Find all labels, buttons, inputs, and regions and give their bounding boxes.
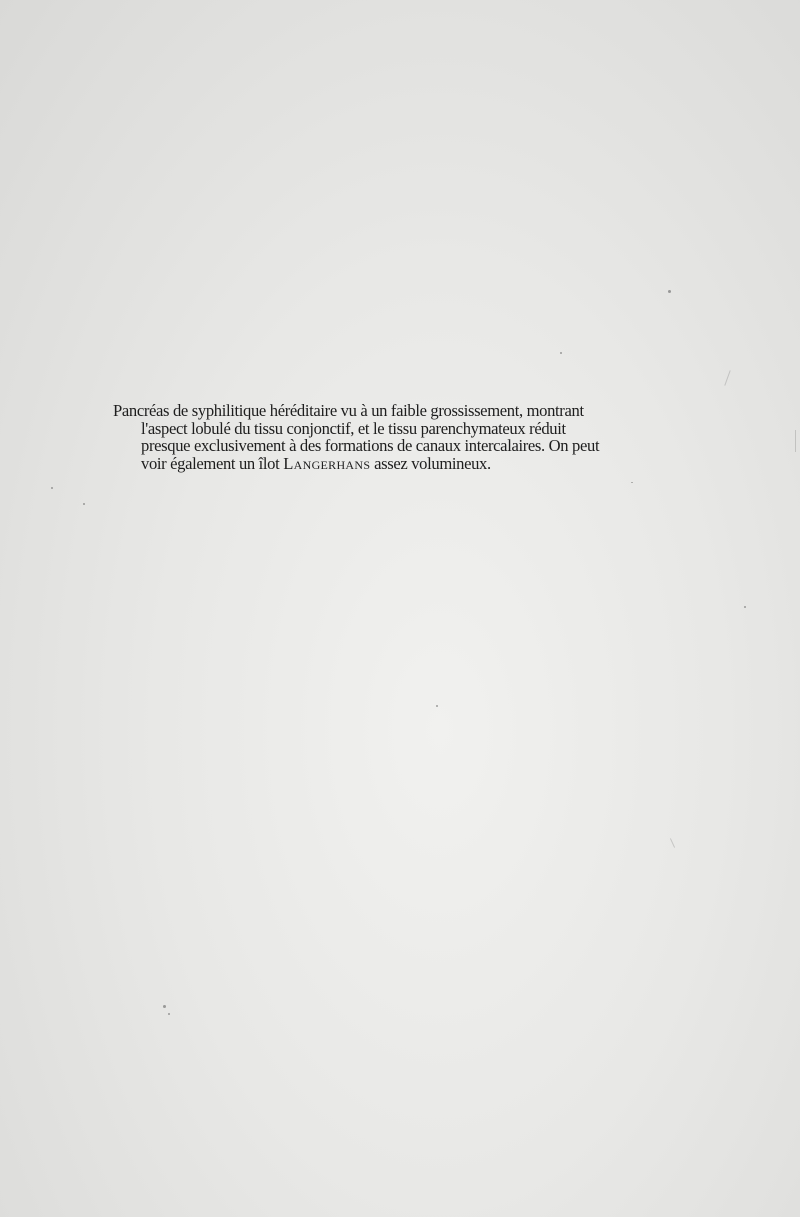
caption-word: syphilitique [191, 401, 266, 420]
caption-word: On [548, 436, 569, 455]
caption-word: à [360, 401, 368, 420]
caption-proper-name: Langerhans [283, 453, 371, 473]
caption-word: des [299, 436, 321, 455]
caption-word: vu [340, 401, 357, 420]
paper-speck [168, 1013, 170, 1015]
caption-word: héréditaire [269, 401, 337, 420]
caption-line-4 [113, 455, 666, 473]
caption-word: l'aspect [141, 418, 188, 438]
caption-word: Pancréas [113, 401, 170, 420]
paper-speck [436, 705, 438, 707]
caption-word: et [357, 418, 370, 438]
caption-text: assez volumineux. [374, 453, 491, 473]
caption-word: grossissement, [430, 401, 523, 420]
caption-line-1 [113, 402, 666, 420]
caption-word: de [397, 436, 412, 455]
caption-word: lobulé [191, 418, 231, 438]
caption-word: conjonctif, [286, 418, 355, 438]
caption-word: montrant [526, 401, 584, 420]
caption-line-3 [113, 437, 666, 455]
caption-word: à [289, 436, 297, 455]
caption-word: formations [324, 436, 394, 455]
paper-fiber [670, 838, 675, 847]
caption-word: le [372, 418, 385, 438]
paper-speck [668, 290, 671, 293]
caption-word: un [371, 401, 388, 420]
caption-word: réduit [529, 418, 566, 438]
paper-speck [163, 1005, 166, 1008]
paper-speck [560, 352, 562, 354]
paper-speck [631, 482, 633, 483]
paper-fiber [724, 370, 730, 385]
caption-word: tissu [388, 418, 417, 438]
paper-speck [83, 503, 85, 505]
paper-fiber [795, 430, 796, 452]
caption-word: de [172, 401, 188, 420]
caption-word: faible [390, 401, 427, 420]
caption-word: intercalaires. [464, 436, 545, 455]
caption-word: du [234, 418, 251, 438]
caption-text: voir également un îlot [141, 453, 280, 473]
paper-speck [744, 606, 746, 608]
caption-word: tissu [254, 418, 283, 438]
caption-word: parenchymateux [420, 418, 526, 438]
figure-caption [113, 402, 666, 472]
caption-word: presque [141, 436, 191, 455]
caption-word: exclusivement [193, 436, 286, 455]
paper-speck [51, 487, 53, 489]
caption-line-2 [113, 420, 666, 438]
caption-word: canaux [415, 436, 461, 455]
caption-word: peut [572, 436, 600, 455]
